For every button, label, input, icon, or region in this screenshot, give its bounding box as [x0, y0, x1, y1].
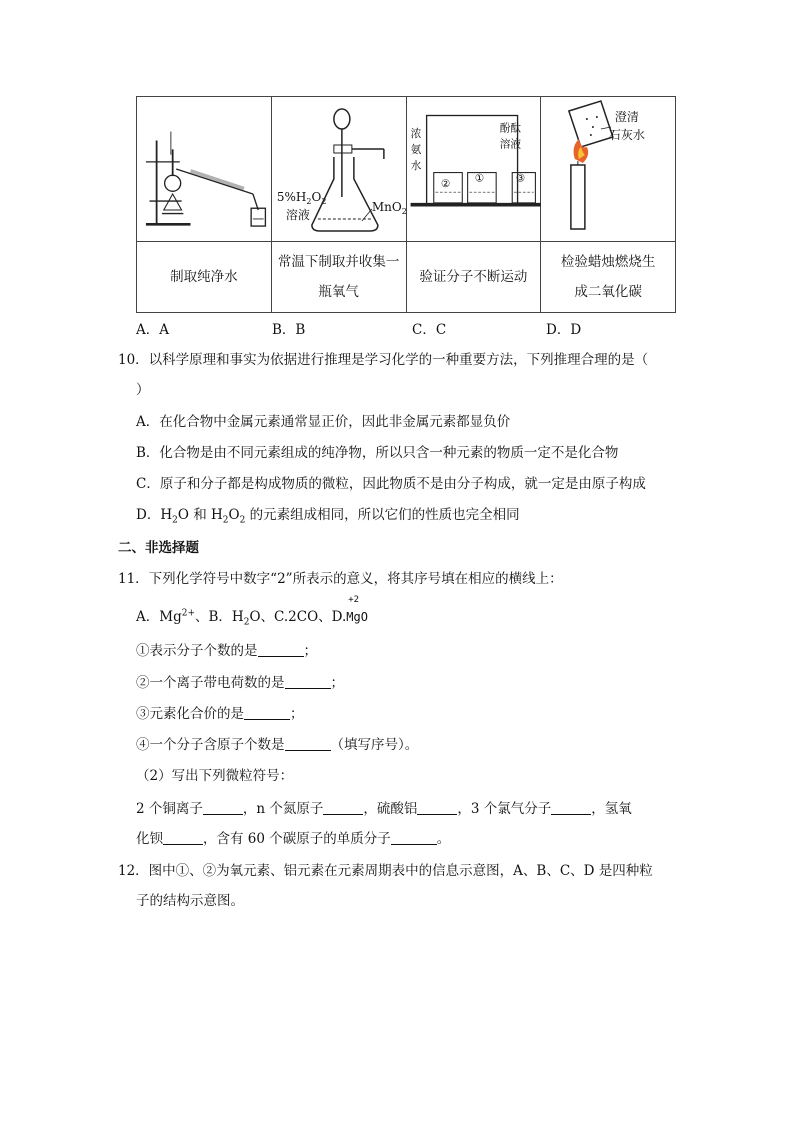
svg-text:溶液: 溶液	[499, 137, 521, 151]
q11-part2: （2）写出下列微粒符号：	[136, 768, 294, 784]
answer-blank[interactable]	[323, 800, 363, 815]
svg-text:MnO2: MnO$_2$	[371, 200, 407, 216]
answer-blank[interactable]	[285, 674, 331, 689]
q10-option-b[interactable]: B．化合物是由不同元素组成的纯净物，所以只含一种元素的物质一定不是化合物	[136, 445, 619, 461]
distillation-apparatus-icon	[137, 97, 271, 241]
q11-item-3: ③元素化合价的是 ；	[136, 706, 304, 722]
svg-text:石灰水: 石灰水	[609, 128, 646, 142]
candle-beaker-icon	[541, 97, 675, 241]
answer-blank[interactable]	[244, 705, 290, 720]
svg-text:5%H2O2: $5\%H_2O_2$	[276, 190, 327, 206]
caption-a: 制取纯净水	[137, 242, 272, 313]
answer-blank[interactable]	[163, 830, 203, 845]
answer-blank[interactable]	[417, 800, 457, 815]
erlenmeyer-flask-icon	[272, 97, 406, 241]
answer-blank[interactable]	[285, 736, 331, 751]
candle-co2-test-image	[541, 97, 676, 242]
q10-option-c[interactable]: C．原子和分子都是构成物质的微粒，因此物质不是由分子构成，就一定是由原子构成	[136, 476, 646, 492]
svg-text:氨: 氨	[410, 142, 421, 156]
q11-part2-line2: 化钡 ，含有 60 个碳原子的单质分子 。	[136, 831, 451, 847]
q11-item-1: ①表示分子个数的是 ；	[136, 643, 317, 659]
q12-line2: 子的结构示意图。	[136, 893, 244, 909]
q9-option-c[interactable]: C．C	[412, 322, 447, 338]
q11-symbols: A．$Mg^{2+}$、B．$H_2O$、C.2CO、D. +2 MgO	[136, 595, 368, 628]
caption-b: 常温下制取并收集一 瓶氧气	[271, 242, 406, 313]
answer-blank[interactable]	[551, 800, 591, 815]
q11-part2-line1: 2 个铜离子 ，n 个氮原子 ，硫酸铝 ，3 个氯气分子 ，氢氧	[136, 801, 632, 817]
caption-d: 检验蜡烛燃烧生 成二氧化碳	[541, 242, 676, 313]
svg-text:①: ①	[474, 171, 484, 185]
svg-text:溶液: 溶液	[285, 208, 310, 222]
svg-text:澄清: 澄清	[615, 110, 640, 124]
svg-text:水: 水	[410, 159, 421, 172]
q11-stem: 11．下列化学符号中数字“2”所表示的意义，将其序号填在相应的横线上：	[118, 571, 563, 587]
svg-text:酚酞: 酚酞	[499, 121, 521, 135]
svg-text:浓: 浓	[410, 126, 421, 140]
svg-text:③: ③	[515, 171, 525, 185]
svg-text:②: ②	[440, 176, 450, 190]
q11-item-2: ②一个离子带电荷数的是 ；	[136, 675, 344, 691]
q11-item-4: ④一个分子含原子个数是 （填写序号）。	[136, 737, 419, 753]
q9-option-d[interactable]: D．D	[546, 322, 582, 338]
oxygen-generation-image	[271, 97, 406, 242]
section-heading: 二、非选择题	[118, 540, 199, 556]
answer-blank[interactable]	[391, 830, 437, 845]
bell-jar-beakers-icon	[407, 97, 541, 241]
answer-blank[interactable]	[203, 800, 243, 815]
q10-stem-end: ）	[136, 382, 150, 398]
q9-options	[136, 318, 696, 338]
molecule-motion-image	[406, 97, 541, 242]
caption-c: 验证分子不断运动	[406, 242, 541, 313]
q12-line1: 12．图中①、②为氧元素、铝元素在元素周期表中的信息示意图，A、B、C、D 是四种粒	[118, 863, 653, 879]
experiment-table	[136, 96, 676, 313]
q10-stem: 10．以科学原理和事实为依据进行推理是学习化学的一种重要方法，下列推理合理的是（	[118, 352, 649, 368]
q9-option-a[interactable]: A．A	[136, 322, 169, 338]
q10-option-d[interactable]: D．$H_2O$ 和 $H_2O_2$ 的元素组成相同，所以它们的性质也完全相同	[136, 507, 520, 526]
answer-blank[interactable]	[258, 642, 304, 657]
q9-option-b[interactable]: B．B	[272, 322, 306, 338]
distillation-apparatus-image	[137, 97, 272, 242]
q10-option-a[interactable]: A．在化合物中金属元素通常显正价，因此非金属元素都显负价	[136, 414, 511, 430]
